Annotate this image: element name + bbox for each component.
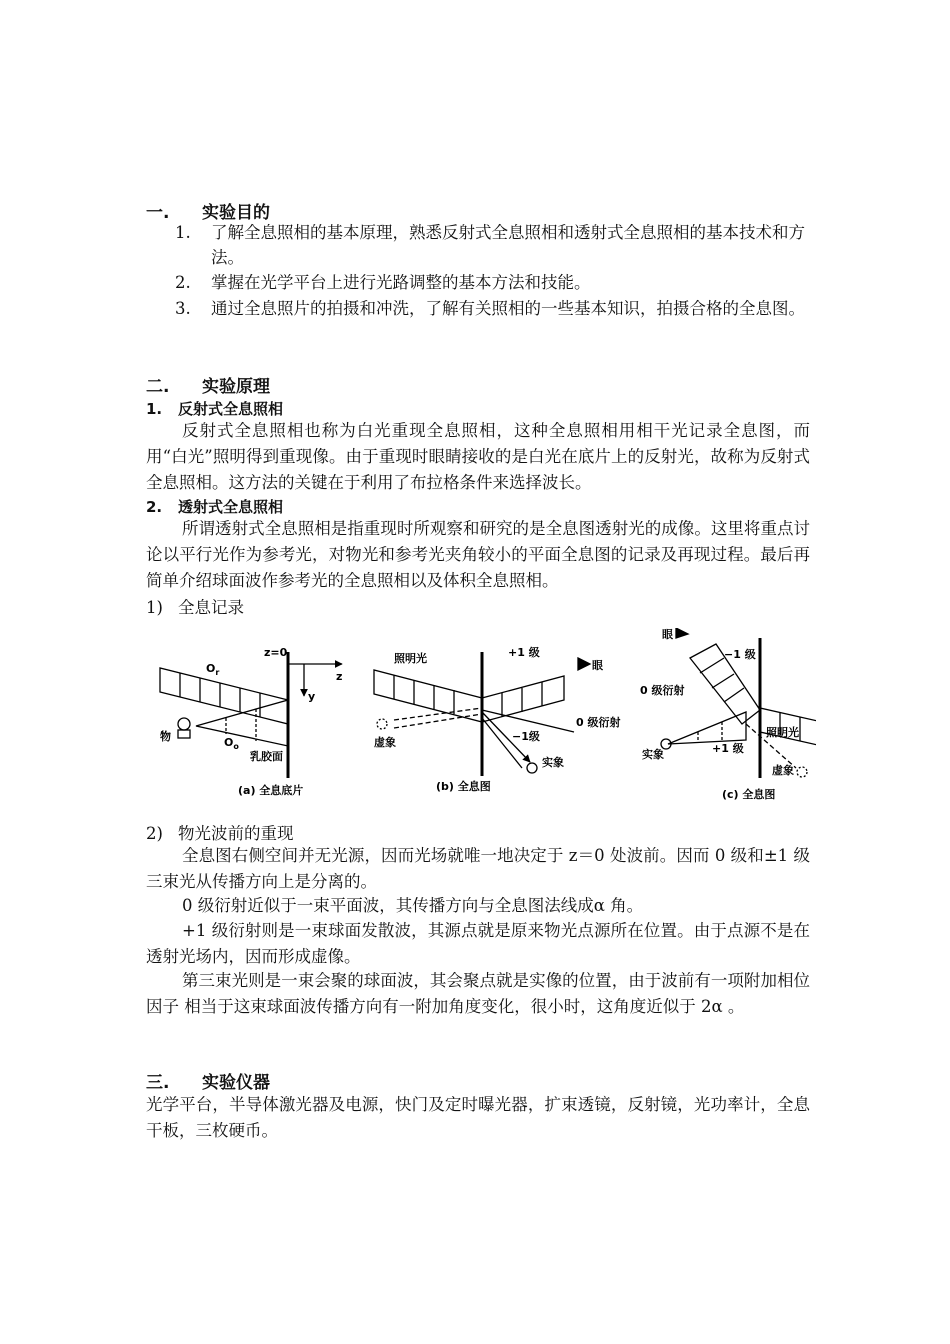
reflection-hologram-paragraph: 反射式全息照相也称为白光重现全息照相，这种全息照相用相干光记录全息图，而用“白光”照明得到重现像。由于重现时眼睛接收的是白光在底片上的反射光，故称为反射式全息照相。这方法的关键在于利用了布拉格条件来选择波长。 xyxy=(146,421,810,492)
label-real-c: 实象 xyxy=(642,748,664,761)
label-eye-b: 眼 xyxy=(592,659,603,672)
label-plus1-b: +1 级 xyxy=(508,646,540,659)
caption-c: (c) 全息图 xyxy=(722,788,776,801)
paragraph-plus1-order: +1 级衍射则是一束球面发散波，其源点就是原来物光点源所在位置。由于点源不是在透射光场内，因而形成虚像。 xyxy=(146,921,810,966)
paragraph-third-beam: 第三束光则是一束会聚的球面波，其会聚点就是实像的位置，由于波前有一项附加相位因子 相当于这束球面波传播方向有一附加角度变化，很小时，这角度近似于 2α 。 xyxy=(146,971,810,1016)
objective-item-2: 2. 掌握在光学平台上进行光路调整的基本方法和技能。 xyxy=(175,273,591,292)
eye-icon-c xyxy=(676,628,688,638)
paragraph-wavefront-1: 全息图右侧空间并无光源，因而光场就唯一地决定于 z＝0 处波前。因而 0 级和±1 级三束光从传播方向上是分离的。 xyxy=(146,846,810,891)
object-icon xyxy=(178,718,190,730)
objective-item-3: 3. 通过全息照片的拍摄和冲洗，了解有关照相的一些基本知识，拍摄合格的全息图。 xyxy=(175,299,805,318)
label-illum-b: 照明光 xyxy=(394,652,427,665)
eye-icon-b xyxy=(578,658,590,670)
label-emulsion: 乳胶面 xyxy=(250,750,283,763)
objective-item-1: 1. 了解全息照相的基本原理，熟悉反射式全息照相和透射式全息照相的基本技术和方法。 xyxy=(175,223,805,267)
subsection-1-heading: 1. 反射式全息照相 xyxy=(146,400,284,418)
label-illum-c: 照明光 xyxy=(766,726,799,739)
illumination-beam-b xyxy=(374,670,482,722)
object-beam-a xyxy=(196,700,288,746)
label-plus1-c: +1 级 xyxy=(712,742,744,755)
reference-beam-a xyxy=(160,668,288,724)
label-or: $O_r$ xyxy=(206,662,220,677)
plus1-beam-b xyxy=(482,676,564,722)
section-3-heading: 三. 实验仪器 xyxy=(146,1073,270,1093)
section-1-heading: 一. 实验目的 xyxy=(146,203,270,223)
plus1-beam-c xyxy=(668,712,746,744)
label-zero-b: 0 级衍射 xyxy=(576,716,621,729)
apparatus-paragraph: 光学平台，半导体激光器及电源，快门及定时曝光器，扩束透镜，反射镜，光功率计，全息干板，三枚硬币。 xyxy=(146,1095,810,1140)
label-real-b: 实象 xyxy=(542,756,564,769)
section-2-heading: 二. 实验原理 xyxy=(146,377,270,397)
label-minus1-c: −1 级 xyxy=(724,648,756,661)
transmission-hologram-paragraph: 所谓透射式全息照相是指重现时所观察和研究的是全息图透射光的成像。这里将重点讨论以平行光作为参考光，对物光和参考光夹角较小的平面全息图的记录及再现过程。最后再简单介绍球面波作参考光的全息照相以及体积全息照相。 xyxy=(146,519,810,590)
label-object: 物 xyxy=(160,730,171,743)
subsection-2-heading: 2. 透射式全息照相 xyxy=(146,498,284,516)
hologram-diagram xyxy=(146,628,816,808)
paragraph-zero-order: 0 级衍射近似于一束平面波，其传播方向与全息图法线成α 角。 xyxy=(182,896,644,915)
item-hologram-recording: 1) 全息记录 xyxy=(146,598,244,617)
label-virtual-c: 虚象 xyxy=(772,764,794,777)
caption-a: (a) 全息底片 xyxy=(238,784,304,797)
label-zero-c: 0 级衍射 xyxy=(640,684,685,697)
label-oo: $O_o$ xyxy=(224,736,239,751)
label-virtual-b: 虚象 xyxy=(374,736,396,749)
caption-b: (b) 全息图 xyxy=(436,780,491,793)
label-y: y xyxy=(308,690,316,703)
label-z: z xyxy=(336,670,343,683)
label-eye-c: 眼 xyxy=(662,628,673,641)
label-z0: z=0 xyxy=(264,646,288,659)
item-wavefront-reconstruction: 2) 物光波前的重现 xyxy=(146,824,294,843)
label-minus1-b: −1级 xyxy=(512,730,540,743)
